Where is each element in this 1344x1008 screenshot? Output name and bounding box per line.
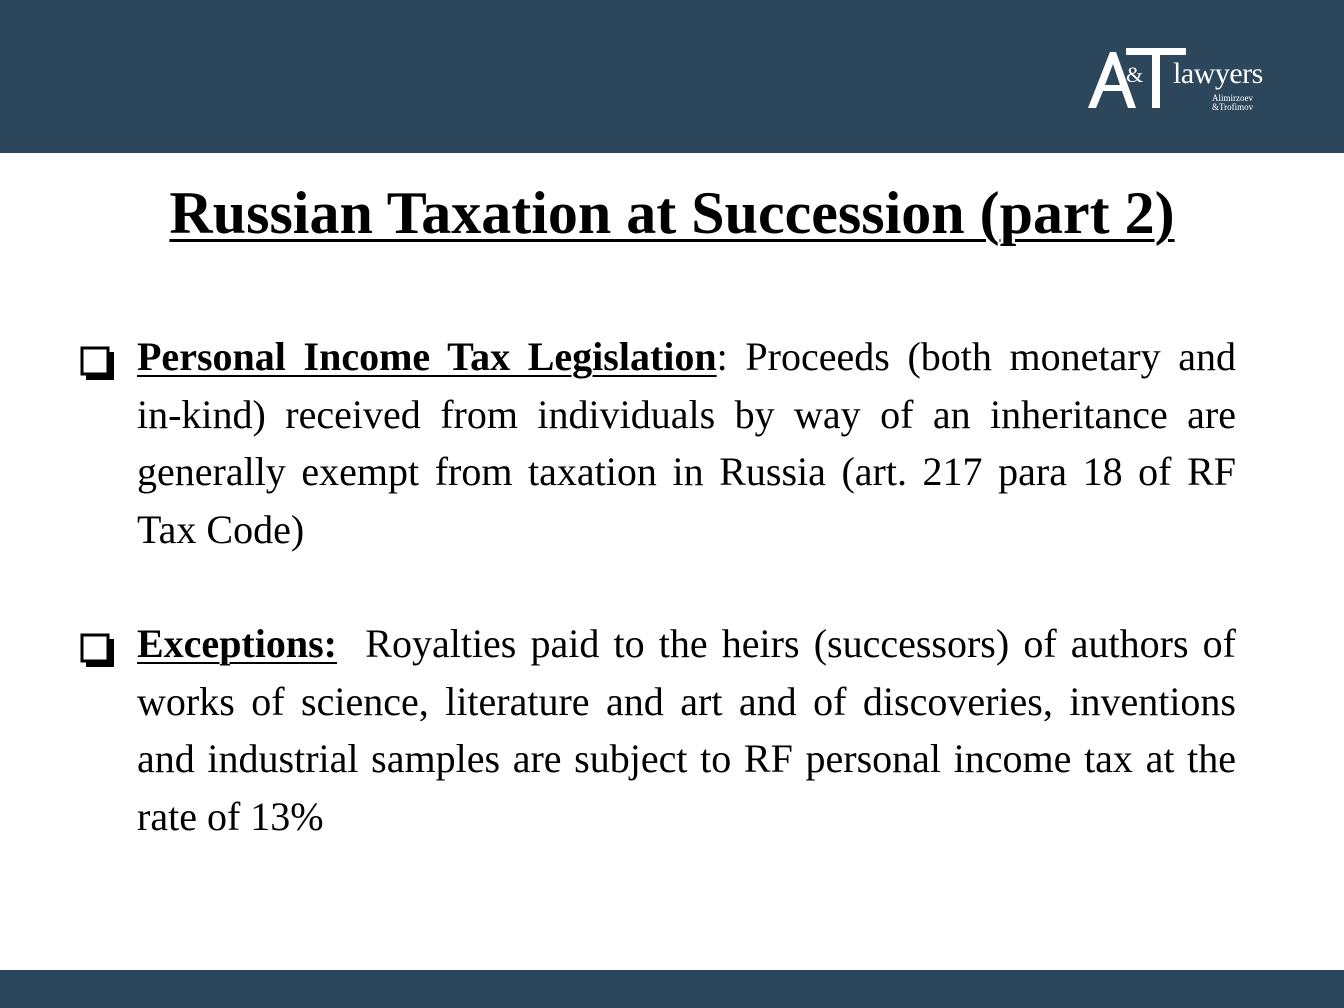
- bullet-item-personal-income-tax: [80, 328, 1236, 558]
- bullet-lead: Personal Income Tax Legislation: [137, 334, 717, 379]
- logo-subtitle-line-1: Alimirzoev: [1212, 93, 1253, 103]
- bullet-item-exceptions: [80, 615, 1246, 845]
- bullet-text: [137, 615, 1246, 845]
- header-band: [0, 0, 1344, 153]
- bullet-lead: Exceptions:: [137, 621, 337, 666]
- hollow-square-bullet-icon: [80, 346, 120, 380]
- bullet-body: Royalties paid to the heirs (successors) of authors of works of science, literature and art and of discoveries, inventions and industrial samples are subject to RF personal income tax at the rate of 13%: [137, 621, 1246, 839]
- logo-wordmark: lawyers: [1173, 57, 1263, 90]
- logo-monogram-svg: [1086, 44, 1186, 114]
- bullet-body: Proceeds (both monetary and in-kind) received from individuals by way of an inheritance are generally exempt from taxation in Russia (art. 217 para 18 of RF Tax Code): [137, 334, 1237, 552]
- slide-title: Russian Taxation at Succession (part 2): [169, 180, 1175, 246]
- logo-subtitle: [1212, 94, 1253, 112]
- footer-band: [0, 970, 1344, 1008]
- company-logo: [1086, 44, 1266, 114]
- bullet-text: [137, 328, 1236, 558]
- bullet-separator: :: [716, 334, 728, 379]
- logo-monogram: [1086, 44, 1186, 114]
- svg-text:&: &: [1126, 62, 1144, 87]
- logo-subtitle-line-2: &Trofimov: [1212, 102, 1254, 112]
- hollow-square-bullet-icon: [80, 633, 120, 667]
